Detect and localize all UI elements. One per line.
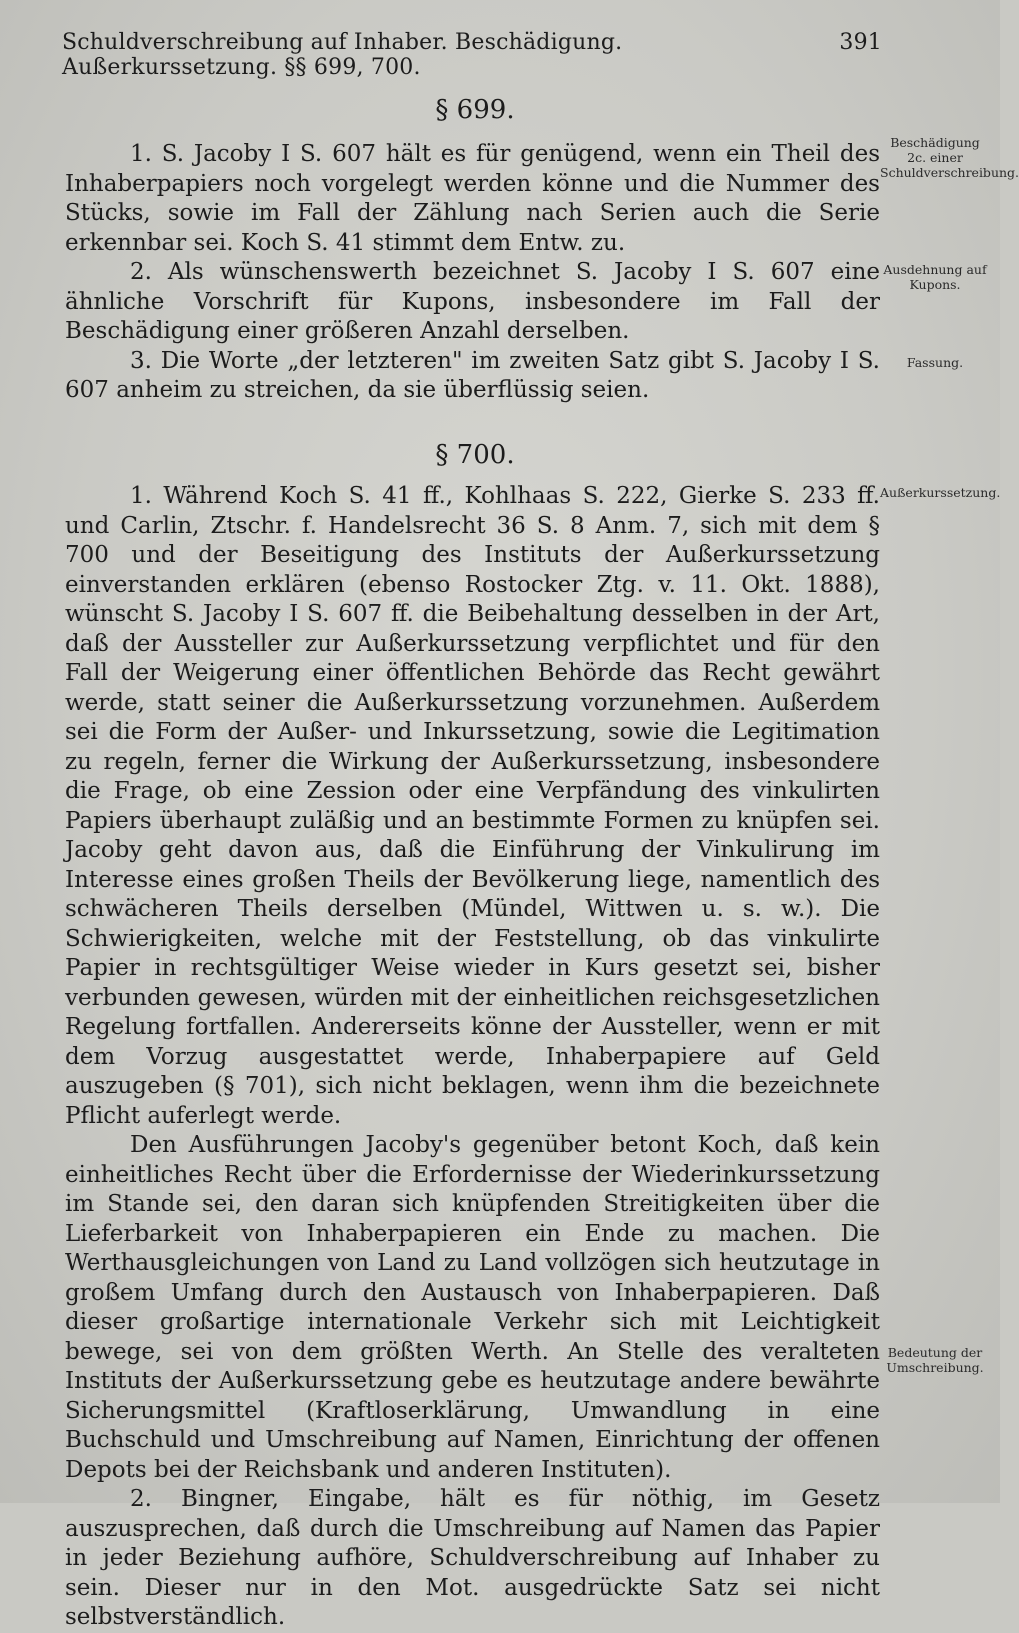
paragraph: 3. Die Worte „der letzteren" im zweiten Satz gibt S. Jacoby I S. 607 anheim zu streichen, da sie überflüssig seien.	[65, 347, 880, 403]
margin-note-kupons: Ausdehnung auf Kupons.	[883, 262, 987, 292]
margin-note-ausserkurssetzung: Außerkurssetzung.	[880, 485, 1001, 500]
section-title-699: § 699.	[435, 95, 515, 125]
page-number: 391	[839, 30, 882, 55]
paragraph: 1. S. Jacoby I S. 607 hält es für genügend, wenn ein Theil des Inhaberpapiers noch vorgelegt werden könne und die Nummer des Stücks, sowie im Fall der Zählung nach Serien auch die Serie erkennbar sei. Koch S. 41 stimmt dem Entw. zu.	[65, 141, 880, 256]
paragraph: Den Ausführungen Jacoby's gegenüber betont Koch, daß kein einheitliches Recht über die Erfordernisse der Wiederinkurssetzung im Stande sei, den daran sich knüpfenden Streitigkeiten über die Lieferbarkeit von Inhaberpapieren ein Ende zu machen. Die Werthausgleichungen von Land zu Land vollzögen sich heutzutage in großem Umfang durch den Austausch von Inhaberpapieren. Daß dieser großartige internationale Verkehr sich mit Leichtigkeit bewege, sei von dem größten Werth. An Stelle des veralteten Instituts der Außerkurssetzung gebe es heutzutage andere bewährte Sicherungsmittel (Kraftloserklärung, Umwandlung in eine Buchschuld und Umschreibung auf Namen, Einrichtung der offenen Depots bei der Reichsbank und anderen Instituten).	[65, 1132, 880, 1483]
section-700-body	[65, 482, 880, 1633]
paragraph: 2. Bingner, Eingabe, hält es für nöthig, im Gesetz auszusprechen, daß durch die Umschreibung auf Namen das Papier in jeder Beziehung aufhöre, Schuldverschreibung auf Inhaber zu sein. Dieser nur in den Mot. ausgedrückte Satz sei nicht selbstverständlich.	[65, 1486, 880, 1630]
paragraph: 1. Während Koch S. 41 ff., Kohlhaas S. 222, Gierke S. 233 ff. und Carlin, Ztschr. f. Handelsrecht 36 S. 8 Anm. 7, sich mit dem § 700 und der Beseitigung des Instituts der Außerkurssetzung einverstanden erklären (ebenso Rostocker Ztg. v. 11. Okt. 1888), wünscht S. Jacoby I S. 607 ff. die Beibehaltung desselben in der Art, daß der Aussteller zur Außerkurssetzung verpflichtet und für den Fall der Weigerung einer öffentlichen Behörde das Recht gewährt werde, statt seiner die Außerkurssetzung vorzunehmen. Außerdem sei die Form der Außer- und Inkurssetzung, sowie die Legitimation zu regeln, ferner die Wirkung der Außerkurssetzung, insbesondere die Frage, ob eine Zession oder eine Verpfändung des vinkulirten Papiers überhaupt zuläßig und an bestimmte Formen zu knüpfen sei. Jacoby geht davon aus, daß die Einführung der Vinkulirung im Interesse eines großen Theils der Bevölkerung liege, namentlich des schwächeren Theils derselben (Mündel, Wittwen u. s. w.). Die Schwierigkeiten, welche mit der Feststellung, ob das vinkulirte Papier in rechtsgültiger Weise wieder in Kurs gesetzt sei, bisher verbunden gewesen, würden mit der einheitlichen reichsgesetzlichen Regelung fortfallen. Andererseits könne der Aussteller, wenn er mit dem Vorzug ausgestattet werde, Inhaberpapiere auf Geld auszugeben (§ 701), sich nicht beklagen, wenn ihm die bezeichnete Pflicht auferlegt werde.	[65, 483, 880, 1129]
margin-note-beschaedigung: Beschädigung 2c. einer Schuldverschreibung.	[880, 135, 1019, 180]
section-title-700: § 700.	[435, 440, 515, 470]
header-title: Schuldverschreibung auf Inhaber. Beschädigung. Außerkurssetzung. §§ 699, 700.	[62, 30, 623, 80]
section-699-body	[65, 140, 880, 406]
running-header	[62, 30, 882, 80]
paragraph: 2. Als wünschenswerth bezeichnet S. Jacoby I S. 607 eine ähnliche Vorschrift für Kupons, insbesondere im Fall der Beschädigung einer größeren Anzahl derselben.	[65, 259, 880, 344]
margin-note-fassung: Fassung.	[906, 355, 964, 370]
margin-note-umschreibung: Bedeutung der Umschreibung.	[886, 1345, 984, 1375]
